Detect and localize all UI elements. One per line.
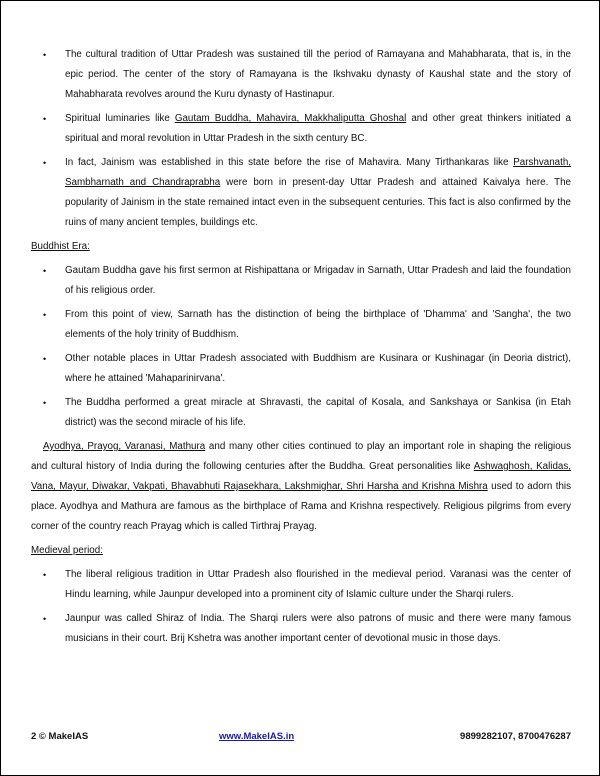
underlined-names: Parshvanath, Sambharnath and Chandraprabha xyxy=(65,157,571,188)
underlined-names: Gautam Buddha, Mahavira, Makkhaliputta Ghoshal xyxy=(174,113,407,124)
list-item-text: were born in present-day Uttar Pradesh and attained Kaivalya here. The popularity of Jainism in the state remained intact even in the subsequent centuries. This fact is also confirmed by the ruins of many ancient temples, buildings etc. xyxy=(65,177,571,228)
paragraph-text: and many other cities continued to play an important role in shaping the religious and cultural history of India during the following centuries after the Buddha. Great personalities like xyxy=(31,441,571,472)
culture-bullet-list xyxy=(31,45,571,233)
buddhist-bullet-list xyxy=(31,261,571,433)
list-item xyxy=(31,305,571,345)
list-item-text: From this point of view, Sarnath has the distinction of being the birthplace of 'Dhamma' and 'Sangha', the two elements of the holy trinity of Buddhism. xyxy=(65,309,571,340)
list-item-text: Spiritual luminaries like xyxy=(65,113,175,124)
buddhist-era-heading: Buddhist Era: xyxy=(31,241,90,252)
bullet-icon: • xyxy=(43,398,47,408)
list-item xyxy=(31,109,571,149)
bullet-icon: • xyxy=(43,114,47,124)
list-item-text: The cultural tradition of Uttar Pradesh was sustained till the period of Ramayana and Mahabharata, that is, in the epic period. The center of the story of Ramayana is the Ikshvaku dynasty of Kaushal state and the story of Mahabharata revolves around the Kuru dynasty of Hastinapur. xyxy=(65,49,571,100)
list-item-text: and other great thinkers initiated a spiritual and moral revolution in Uttar Pradesh in the sixth century BC. xyxy=(65,113,572,144)
list-item-text: Gautam Buddha gave his first sermon at Rishipattana or Mrigadav in Sarnath, Uttar Pradesh and laid the foundation of his religious order. xyxy=(65,265,571,296)
list-item-text: Other notable places in Uttar Pradesh associated with Buddhism are Kusinara or Kushinagar (in Deoria district), where he attained 'Mahaparinirvana'. xyxy=(65,353,571,384)
page-content xyxy=(31,45,571,653)
list-item xyxy=(31,153,571,233)
medieval-bullet-list xyxy=(31,565,571,649)
page-footer xyxy=(31,731,571,745)
list-item xyxy=(31,565,571,605)
medieval-period-heading: Medieval period: xyxy=(31,545,103,556)
bullet-icon: • xyxy=(43,158,47,168)
list-item xyxy=(31,349,571,389)
list-item-text: The liberal religious tradition in Uttar Pradesh also flourished in the medieval period. Varanasi was the center of Hindu learning, while Jaunpur developed into a prominent city of Islamic culture under the Sharqi rulers. xyxy=(65,569,571,600)
footer-page-number: 2 © MakeIAS xyxy=(31,731,89,742)
footer-phone-numbers: 9899282107, 8700476287 xyxy=(460,731,571,742)
list-item xyxy=(31,393,571,433)
cities-paragraph xyxy=(31,437,571,537)
bullet-icon: • xyxy=(43,570,47,580)
paragraph-text: used to adorn this place. Ayodhya and Mathura are famous as the birthplace of Rama and Krishna respectively. Religious pilgrims from every corner of the country reach Prayag which is called Tirthraj Prayag. xyxy=(31,481,571,532)
underlined-cities: Ayodhya, Prayog, Varanasi, Mathura xyxy=(43,441,206,452)
list-item xyxy=(31,45,571,105)
list-item xyxy=(31,261,571,301)
bullet-icon: • xyxy=(43,354,47,364)
footer-website-link[interactable]: www.MakeIAS.in xyxy=(219,731,295,742)
bullet-icon: • xyxy=(43,310,47,320)
bullet-icon: • xyxy=(43,50,47,60)
bullet-icon: • xyxy=(43,614,47,624)
list-item-text: Jaunpur was called Shiraz of India. The Sharqi rulers were also patrons of music and there were many famous musicians in their court. Brij Kshetra was another important center of devotional music in those days. xyxy=(65,613,571,644)
list-item xyxy=(31,609,571,649)
list-item-text: In fact, Jainism was established in this state before the rise of Mahavira. Many Tirthankaras like xyxy=(65,157,514,168)
bullet-icon: • xyxy=(43,266,47,276)
underlined-personalities: Ashwaghosh, Kalidas, Vana, Mayur, Diwakar, Vakpati, Bhavabhuti Rajasekhara, Lakshmighar, Shri Harsha and Krishna Mishra xyxy=(31,461,571,492)
list-item-text: The Buddha performed a great miracle at Shravasti, the capital of Kosala, and Sankshaya or Sankisa (in Etah district) was the second miracle of his life. xyxy=(65,397,571,428)
